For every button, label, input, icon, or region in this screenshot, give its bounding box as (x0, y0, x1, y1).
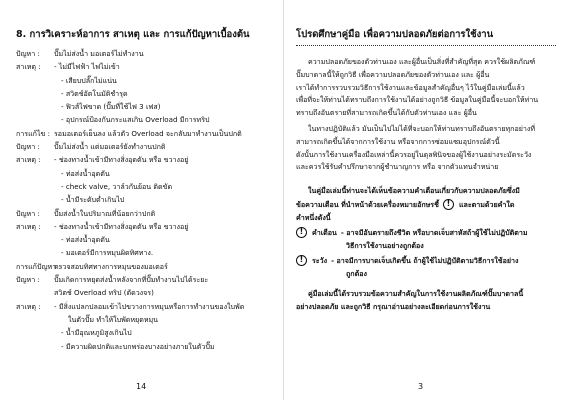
troubleshooting-row (16, 74, 277, 87)
paragraph-line: เราได้ทำการรวบรวมวิธีการใช้งานและข้อมูลสำคัญอื่นๆ ไว้ในคู่มือเล่มนี้แล้ว (296, 82, 525, 92)
troubleshooting-row (16, 326, 277, 339)
paragraph-line: และควรใช้รับคำปรึกษาจากผู้ชำนาญการ หรือ จากตัวแทนจำหน่าย (296, 162, 499, 172)
row-label (16, 180, 54, 193)
row-text: - สวิตช์อัตโนมัติชำรุด (61, 88, 128, 98)
exclamation-icon: ! (296, 227, 307, 238)
exclamation-icon: ! (296, 255, 307, 266)
row-label (16, 193, 54, 206)
row-text: ในตัวปั๊ม ทำให้ใบพัดหยุดหมุน (68, 314, 159, 324)
closing-paragraph (296, 288, 556, 314)
paragraph-line: อย่างปลอดภัย และถูกวิธี กรุณาอ่านอย่างละเอียดก่อนการใช้งาน (296, 301, 491, 311)
warning-intro-last (296, 211, 556, 224)
paragraph-line: ดังนั้นการใช้งานเครื่องมือเหล่านี้ควรอยู่ในดุลพินิจของผู้ใช้งานอย่างระมัดระวัง (296, 149, 532, 159)
row-text: - ช่องทางน้ำเข้ามีทางสิ่งอุดตัน หรือ ขวางอยู่ (54, 155, 189, 165)
row-text: - ท่อส่งน้ำอุดตัน (61, 168, 110, 178)
row-label (16, 87, 54, 100)
warning-text: - อาจมีอันตรายถึงชีวิต หรือบาดเจ็บสาหัสถ้าผู้ใช้ไม่ปฏิบัติตาม (340, 227, 528, 237)
row-label: ปัญหา : (16, 275, 40, 285)
troubleshooting-row (16, 60, 277, 73)
paragraph-line: ความปลอดภัยของตัวท่านเอง และผู้อื่นเป็นสิ่งที่สำคัญที่สุด ควรใช้ผลิตภัณฑ์ (308, 57, 536, 66)
row-label (16, 233, 54, 246)
row-text: - มีความผิดปกติและบกพร่องบางอย่างภายในตัวปั๊ม (61, 341, 215, 351)
safety-title: โปรดศึกษาคู่มือ เพื่อความปลอดภัยต่อการใช้งาน (296, 29, 494, 40)
row-text: - เสียบปลั๊กไม่แน่น (61, 75, 117, 85)
troubleshooting-row (16, 87, 277, 100)
troubleshooting-row (16, 233, 277, 246)
row-text: - check valve, วาล์วกันย้อน ติดขัด (61, 181, 173, 191)
row-label (16, 246, 54, 259)
row-text: สวิตช์ Overload ทริป (ตัดวงจร) (54, 288, 154, 298)
warning-item-danger (296, 226, 556, 239)
practice-paragraph (296, 123, 556, 174)
row-label: การแก้ปัญหา : (16, 261, 61, 271)
paragraph-line: ในทางปฏิบัติแล้ว มันเป็นไปไม่ได้ที่จะบอกให้ท่านทราบถึงอันตรายทุกอย่างที่ (308, 123, 536, 133)
row-label: การแก้ไข : (16, 128, 51, 138)
troubleshooting-row (16, 220, 277, 233)
intro-paragraph (296, 56, 556, 120)
row-label (16, 313, 54, 326)
troubleshooting-row (16, 286, 277, 299)
row-text: ปั๊มไม่ส่งน้ำ มอเตอร์ไม่ทำงาน (54, 49, 144, 58)
row-text: ปั๊มไม่ส่งน้ำ แต่มอเตอร์ยังทำงานปกติ (54, 142, 166, 152)
row-text: - ช่องทางน้ำเข้ามีทางสิ่งอุดตัน หรือ ขวางอยู่ (54, 221, 189, 231)
paragraph-line: เพื่อที่จะให้ท่านได้ทราบถึงการใช้งานได้อย่างถูกวิธี ข้อมูลในคู่มือนี้จะบอกให้ท่าน (296, 95, 539, 105)
warning-word: คำเตือน (312, 227, 337, 237)
troubleshooting-row (16, 246, 277, 259)
paragraph-line: ในคู่มือเล่มนี้ท่านจะได้เห็นข้อความคำเตือนเกี่ยวกับความปลอดภัยซึ่งมี (308, 186, 520, 196)
warning-intro-tail: และตามด้วยคำใด (458, 199, 515, 209)
warning-intro-paragraph (296, 185, 556, 198)
row-text: ตรวจสอบทิศทางการหมุนของมอเตอร์ (54, 261, 168, 271)
row-label: สาเหตุ : (16, 155, 41, 165)
warning-intro-line (296, 198, 556, 211)
troubleshooting-row (16, 47, 277, 60)
row-label (16, 286, 54, 299)
troubleshooting-row (16, 273, 277, 286)
warning-intro-last-text: คำหนึ่งดังนี้ (296, 212, 331, 222)
warning-item-caution (296, 254, 556, 267)
troubleshooting-row (16, 207, 277, 220)
row-label (16, 100, 54, 113)
row-label (16, 74, 54, 87)
dotted-divider (296, 45, 556, 46)
troubleshooting-row (16, 180, 277, 193)
right-page (283, 0, 566, 400)
troubleshooting-row (16, 153, 277, 166)
warning-intro-text: ข้อความเตือน ที่นำหน้าด้วยเครื่องหมายอักษรชี้ (296, 199, 439, 209)
page-number-left: 14 (136, 382, 147, 391)
paragraph-line: ปั๊มบาดาลนี้ให้ถูกวิธี เพื่อความปลอดภัยของตัวท่านเอง และ ผู้อื่น (296, 69, 490, 79)
row-label (16, 326, 54, 339)
exclamation-icon: ! (443, 199, 454, 210)
row-text: - อุปกรณ์ป้องกันกระแสเกิน Overload มีการทริป (61, 115, 210, 125)
row-label: สาเหตุ : (16, 221, 41, 231)
row-text: - ท่อส่งน้ำอุดตัน (61, 235, 110, 245)
row-label (16, 340, 54, 353)
troubleshooting-row (16, 113, 277, 126)
row-text: รอมอเตอร์เย็นลง แล้วตัว Overload จะกลับมาทำงานเป็นปกติ (54, 128, 242, 138)
row-text: - น้ำมีอุณหภูมิสูงเกินไป (61, 328, 132, 338)
row-label (16, 167, 54, 180)
troubleshooting-row (16, 127, 277, 140)
caution-word: ระวัง (312, 255, 328, 265)
warning-text-cont: วิธีการใช้งานอย่างถูกต้อง (346, 240, 424, 250)
troubleshooting-row (16, 340, 277, 353)
row-text: - ไม่มีไฟฟ้า ไฟไม่เข้า (54, 62, 120, 72)
row-text: - มอเตอร์มีการหมุนผิดทิศทาง. (61, 248, 154, 258)
troubleshooting-row (16, 313, 277, 326)
troubleshooting-row (16, 167, 277, 180)
page-number-right: 3 (418, 382, 424, 391)
troubleshooting-row (16, 260, 277, 273)
row-text: - น้ำมีระดับต่ำเกินไป (61, 195, 125, 205)
row-label: สาเหตุ : (16, 301, 41, 311)
row-label: ปัญหา : (16, 142, 40, 152)
row-label (16, 113, 54, 126)
row-label: สาเหตุ : (16, 62, 41, 72)
row-text: - มีสิ่งแปลกปลอมเข้าไปขวางการหมุนหรือการทำงานของใบพัด (54, 301, 245, 311)
paragraph-line: สามารถเกิดขึ้นได้จากการใช้งาน หรือจากการซ่อมแซมอุปกรณ์ตัวนี้ (296, 136, 500, 146)
row-text: ปั๊มส่งน้ำในปริมาณที่น้อยกว่าปกติ (54, 208, 156, 218)
paragraph-line: ทราบถึงอันตรายที่สามารถเกิดขึ้นได้กับตัวท่านเอง และ ผู้อื่น (296, 108, 477, 118)
section-title: 8. การวิเคราะห์อาการ สาเหตุ และ การแก้ปัญหาเบื้องต้น (16, 29, 250, 40)
troubleshooting-row (16, 100, 277, 113)
row-text: - ฟิวส์ไฟขาด (ปั๊มที่ใช้ไฟ 3 เฟส) (61, 102, 161, 112)
caution-text-cont: ถูกต้อง (346, 268, 367, 278)
troubleshooting-row (16, 193, 277, 206)
paragraph-line: คู่มือเล่มนี้ได้รวบรวมข้อความสำคัญในการใช้งานผลิตภัณฑ์ปั๊มบาดาลนี้ (308, 288, 524, 298)
caution-text: - อาจมีการบาดเจ็บเกิดขึ้น ถ้าผู้ใช้ไม่ปฏิบัติตามวิธีการใช้อย่าง (331, 255, 519, 265)
troubleshooting-row (16, 300, 277, 313)
row-label: ปัญหา : (16, 208, 40, 218)
troubleshooting-list (16, 47, 277, 353)
row-label: ปัญหา : (16, 49, 40, 58)
row-text: ปั๊มเกิดการหยุดส่งน้ำหลังจากที่ปั๊มทำงานไปได้ระยะ (54, 275, 209, 285)
troubleshooting-row (16, 140, 277, 153)
